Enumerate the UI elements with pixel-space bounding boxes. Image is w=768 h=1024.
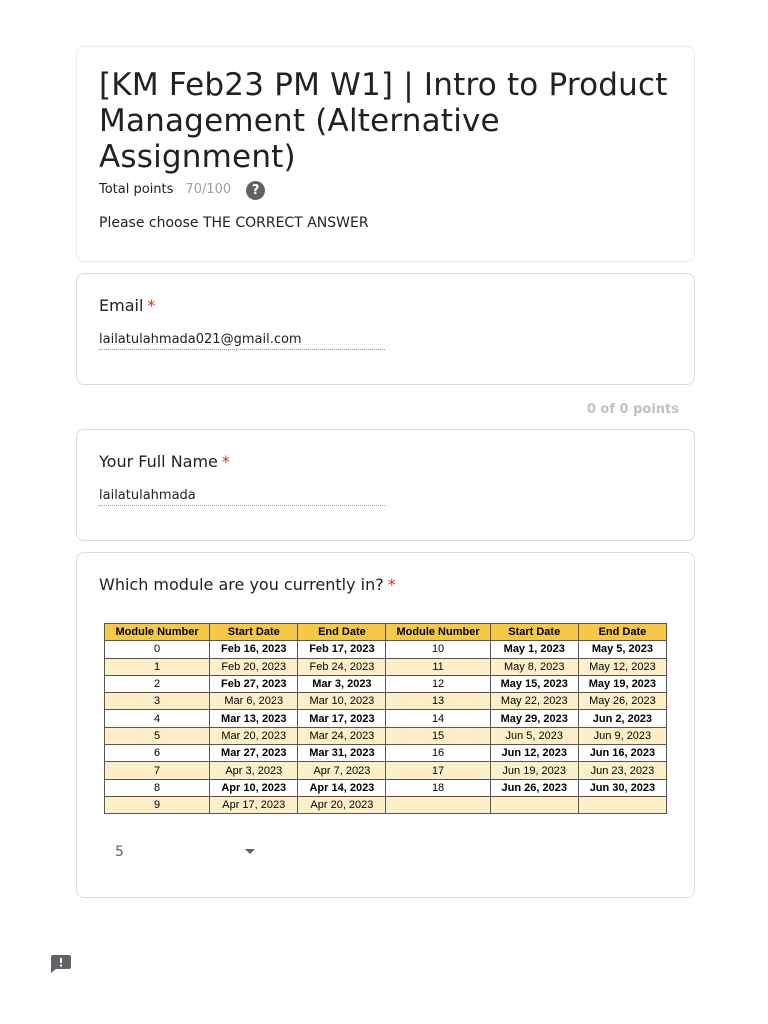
table-header-cell: Module Number bbox=[105, 624, 210, 641]
table-cell: Apr 20, 2023 bbox=[298, 796, 386, 813]
table-cell: Jun 5, 2023 bbox=[490, 727, 578, 744]
email-answer: lailatulahmada021@gmail.com bbox=[99, 332, 385, 350]
table-cell: 16 bbox=[386, 745, 490, 762]
total-points-label: Total points bbox=[99, 182, 174, 197]
table-cell: 9 bbox=[105, 796, 210, 813]
table-row bbox=[105, 762, 667, 779]
table-cell: Mar 31, 2023 bbox=[298, 745, 386, 762]
table-cell: Mar 3, 2023 bbox=[298, 675, 386, 692]
table-cell bbox=[386, 796, 490, 813]
table-cell: Mar 10, 2023 bbox=[298, 693, 386, 710]
table-row bbox=[105, 727, 667, 744]
table-header-cell: Start Date bbox=[210, 624, 298, 641]
question-title-text: Your Full Name bbox=[99, 452, 218, 471]
table-row bbox=[105, 693, 667, 710]
table-cell: Apr 7, 2023 bbox=[298, 762, 386, 779]
total-points-value: 70/100 bbox=[185, 182, 232, 197]
table-row bbox=[105, 641, 667, 658]
table-row bbox=[105, 675, 667, 692]
table-cell: 4 bbox=[105, 710, 210, 727]
table-cell: Apr 10, 2023 bbox=[210, 779, 298, 796]
table-cell: 13 bbox=[386, 693, 490, 710]
table-cell: Mar 13, 2023 bbox=[210, 710, 298, 727]
module-select-dropdown[interactable] bbox=[115, 841, 255, 863]
chevron-down-icon bbox=[245, 849, 255, 854]
table-cell: 0 bbox=[105, 641, 210, 658]
table-cell: May 8, 2023 bbox=[490, 658, 578, 675]
table-cell: 14 bbox=[386, 710, 490, 727]
table-cell: Jun 16, 2023 bbox=[578, 745, 666, 762]
table-cell: Feb 20, 2023 bbox=[210, 658, 298, 675]
table-cell: 11 bbox=[386, 658, 490, 675]
table-cell: 18 bbox=[386, 779, 490, 796]
form-description: Please choose THE CORRECT ANSWER bbox=[99, 215, 369, 231]
section-points-label: 0 of 0 points bbox=[586, 402, 679, 417]
question-title-text: Which module are you currently in? bbox=[99, 575, 384, 594]
total-points-row bbox=[99, 180, 265, 199]
table-cell: Apr 3, 2023 bbox=[210, 762, 298, 779]
table-cell: Mar 27, 2023 bbox=[210, 745, 298, 762]
table-cell: Jun 26, 2023 bbox=[490, 779, 578, 796]
table-cell: Mar 24, 2023 bbox=[298, 727, 386, 744]
table-cell: Feb 17, 2023 bbox=[298, 641, 386, 658]
full-name-question-card bbox=[76, 429, 695, 541]
table-cell bbox=[578, 796, 666, 813]
table-cell: 15 bbox=[386, 727, 490, 744]
table-header-cell: Module Number bbox=[386, 624, 490, 641]
form-header-card bbox=[76, 46, 695, 262]
table-row bbox=[105, 745, 667, 762]
table-cell: Jun 30, 2023 bbox=[578, 779, 666, 796]
module-question-card bbox=[76, 552, 695, 898]
table-cell: 1 bbox=[105, 658, 210, 675]
table-cell: Apr 17, 2023 bbox=[210, 796, 298, 813]
table-cell: May 19, 2023 bbox=[578, 675, 666, 692]
question-title bbox=[99, 575, 396, 594]
table-cell: Apr 14, 2023 bbox=[298, 779, 386, 796]
table-cell: Mar 17, 2023 bbox=[298, 710, 386, 727]
full-name-answer: lailatulahmada bbox=[99, 488, 385, 506]
table-cell: May 29, 2023 bbox=[490, 710, 578, 727]
table-cell: 10 bbox=[386, 641, 490, 658]
table-cell: 7 bbox=[105, 762, 210, 779]
table-cell: Mar 6, 2023 bbox=[210, 693, 298, 710]
table-header-cell: Start Date bbox=[490, 624, 578, 641]
table-cell: May 12, 2023 bbox=[578, 658, 666, 675]
table-header-cell: End Date bbox=[298, 624, 386, 641]
required-asterisk: * bbox=[147, 296, 156, 315]
table-cell: 12 bbox=[386, 675, 490, 692]
table-cell: Jun 12, 2023 bbox=[490, 745, 578, 762]
required-asterisk: * bbox=[387, 575, 396, 594]
dropdown-selected-value: 5 bbox=[115, 844, 124, 860]
question-title bbox=[99, 452, 230, 471]
table-cell: 2 bbox=[105, 675, 210, 692]
table-cell: May 1, 2023 bbox=[490, 641, 578, 658]
table-cell: Jun 23, 2023 bbox=[578, 762, 666, 779]
table-cell: 6 bbox=[105, 745, 210, 762]
table-header-row bbox=[105, 624, 667, 641]
question-title bbox=[99, 296, 155, 315]
table-cell: May 22, 2023 bbox=[490, 693, 578, 710]
table-cell: Jun 9, 2023 bbox=[578, 727, 666, 744]
help-circle-icon[interactable]: ? bbox=[246, 181, 265, 200]
form-title: [KM Feb23 PM W1] | Intro to Product Management (Alternative Assignment) bbox=[99, 67, 668, 175]
table-cell bbox=[490, 796, 578, 813]
table-cell: Jun 2, 2023 bbox=[578, 710, 666, 727]
table-cell: Feb 16, 2023 bbox=[210, 641, 298, 658]
table-cell: 5 bbox=[105, 727, 210, 744]
required-asterisk: * bbox=[221, 452, 230, 471]
table-cell: May 15, 2023 bbox=[490, 675, 578, 692]
table-header-cell: End Date bbox=[578, 624, 666, 641]
table-row bbox=[105, 710, 667, 727]
table-cell: Feb 27, 2023 bbox=[210, 675, 298, 692]
table-cell: May 26, 2023 bbox=[578, 693, 666, 710]
table-row bbox=[105, 796, 667, 813]
table-cell: Jun 19, 2023 bbox=[490, 762, 578, 779]
email-question-card bbox=[76, 273, 695, 385]
table-row bbox=[105, 658, 667, 675]
table-cell: 3 bbox=[105, 693, 210, 710]
question-title-text: Email bbox=[99, 296, 144, 315]
table-cell: 8 bbox=[105, 779, 210, 796]
table-cell: Feb 24, 2023 bbox=[298, 658, 386, 675]
table-cell: 17 bbox=[386, 762, 490, 779]
feedback-icon[interactable] bbox=[51, 955, 71, 973]
module-schedule-table bbox=[104, 623, 667, 814]
table-cell: Mar 20, 2023 bbox=[210, 727, 298, 744]
table-row bbox=[105, 779, 667, 796]
table-cell: May 5, 2023 bbox=[578, 641, 666, 658]
